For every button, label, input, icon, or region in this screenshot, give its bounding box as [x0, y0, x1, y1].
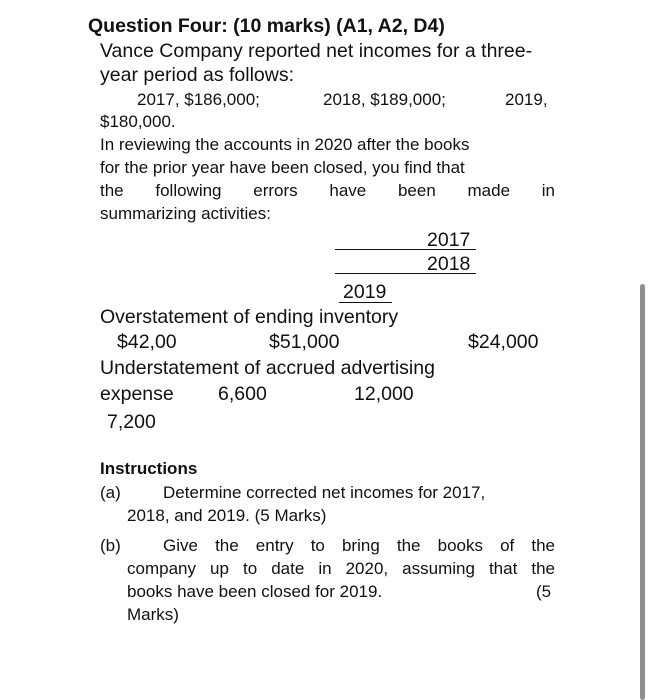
part-b-word: the	[215, 536, 239, 555]
part-b-word: that	[488, 559, 518, 578]
review-line-2	[100, 157, 555, 179]
review-line-1-text: In reviewing the accounts in 2020 after the books	[100, 135, 470, 154]
review-line-3	[100, 180, 555, 202]
income-2019: 2019,	[505, 90, 548, 109]
part-b-word: in	[318, 559, 332, 578]
part-b-line-2	[127, 558, 555, 580]
part-a-line-2: 2018, and 2019. (5 Marks)	[127, 506, 327, 525]
review-word: in	[541, 181, 555, 200]
part-a-marker: (a)	[100, 483, 121, 502]
row-1-label: Overstatement of ending inventory	[100, 306, 399, 328]
part-b-word: the	[531, 536, 555, 555]
part-b-word: the	[531, 559, 555, 578]
review-word: have	[329, 181, 367, 200]
column-header-2017: 2017	[427, 229, 471, 251]
part-b-word: company	[127, 559, 196, 578]
part-b-line-3: books have been closed for 2019.	[127, 582, 383, 601]
question-heading: Question Four: (10 marks) (A1, A2, D4)	[88, 15, 445, 37]
part-b-word: books	[437, 536, 483, 555]
income-2019-amount: $180,000.	[100, 112, 176, 131]
part-b-word: assuming	[402, 559, 475, 578]
part-b-word: to	[310, 536, 325, 555]
row-1-value-2019: $24,000	[468, 331, 539, 353]
review-word: errors	[253, 181, 298, 200]
row-2-value-2018: 12,000	[354, 383, 414, 405]
part-b-word: of	[500, 536, 515, 555]
row-2-label-continued: expense	[100, 383, 174, 405]
column-header-2018: 2018	[427, 253, 471, 275]
part-b-word: bring	[341, 536, 380, 555]
part-b-word: the	[396, 536, 421, 555]
row-2-value-2017: 6,600	[218, 383, 267, 405]
vertical-scrollbar[interactable]	[640, 284, 645, 700]
review-word: made	[467, 181, 511, 200]
part-b-word: date	[271, 559, 305, 578]
part-b-word: up	[210, 559, 229, 578]
part-b-word: 2020,	[345, 559, 389, 578]
instructions-title: Instructions	[100, 459, 198, 478]
part-b-line-1	[163, 535, 555, 557]
review-word: been	[397, 181, 436, 200]
income-2017: 2017, $186,000;	[137, 90, 260, 109]
part-b-line-4: Marks)	[127, 605, 179, 624]
part-b-marker: (b)	[100, 536, 121, 555]
column-header-2019: 2019	[343, 281, 387, 303]
intro-line-2: year period as follows:	[100, 64, 295, 86]
review-line-2-text: for the prior year have been closed, you find that	[100, 158, 465, 177]
row-1-value-2018: $51,000	[269, 331, 340, 353]
review-line-4: summarizing activities:	[100, 204, 271, 223]
intro-line-1: Vance Company reported net incomes for a three-	[100, 40, 533, 62]
row-1-value-2017: $42,00	[117, 331, 177, 353]
row-2-label: Understatement of accrued advertising	[100, 357, 435, 379]
part-b-word: Give	[163, 536, 198, 555]
row-2-value-2019: 7,200	[107, 411, 156, 433]
part-a-line-1: Determine corrected net incomes for 2017,	[163, 483, 486, 502]
part-b-marks-open: (5	[536, 582, 552, 601]
review-line-1	[100, 134, 555, 156]
part-b-word: entry	[255, 536, 294, 555]
review-word: following	[155, 181, 222, 200]
review-word: the	[100, 181, 124, 200]
income-2018: 2018, $189,000;	[323, 90, 446, 109]
part-b-word: to	[242, 559, 258, 578]
